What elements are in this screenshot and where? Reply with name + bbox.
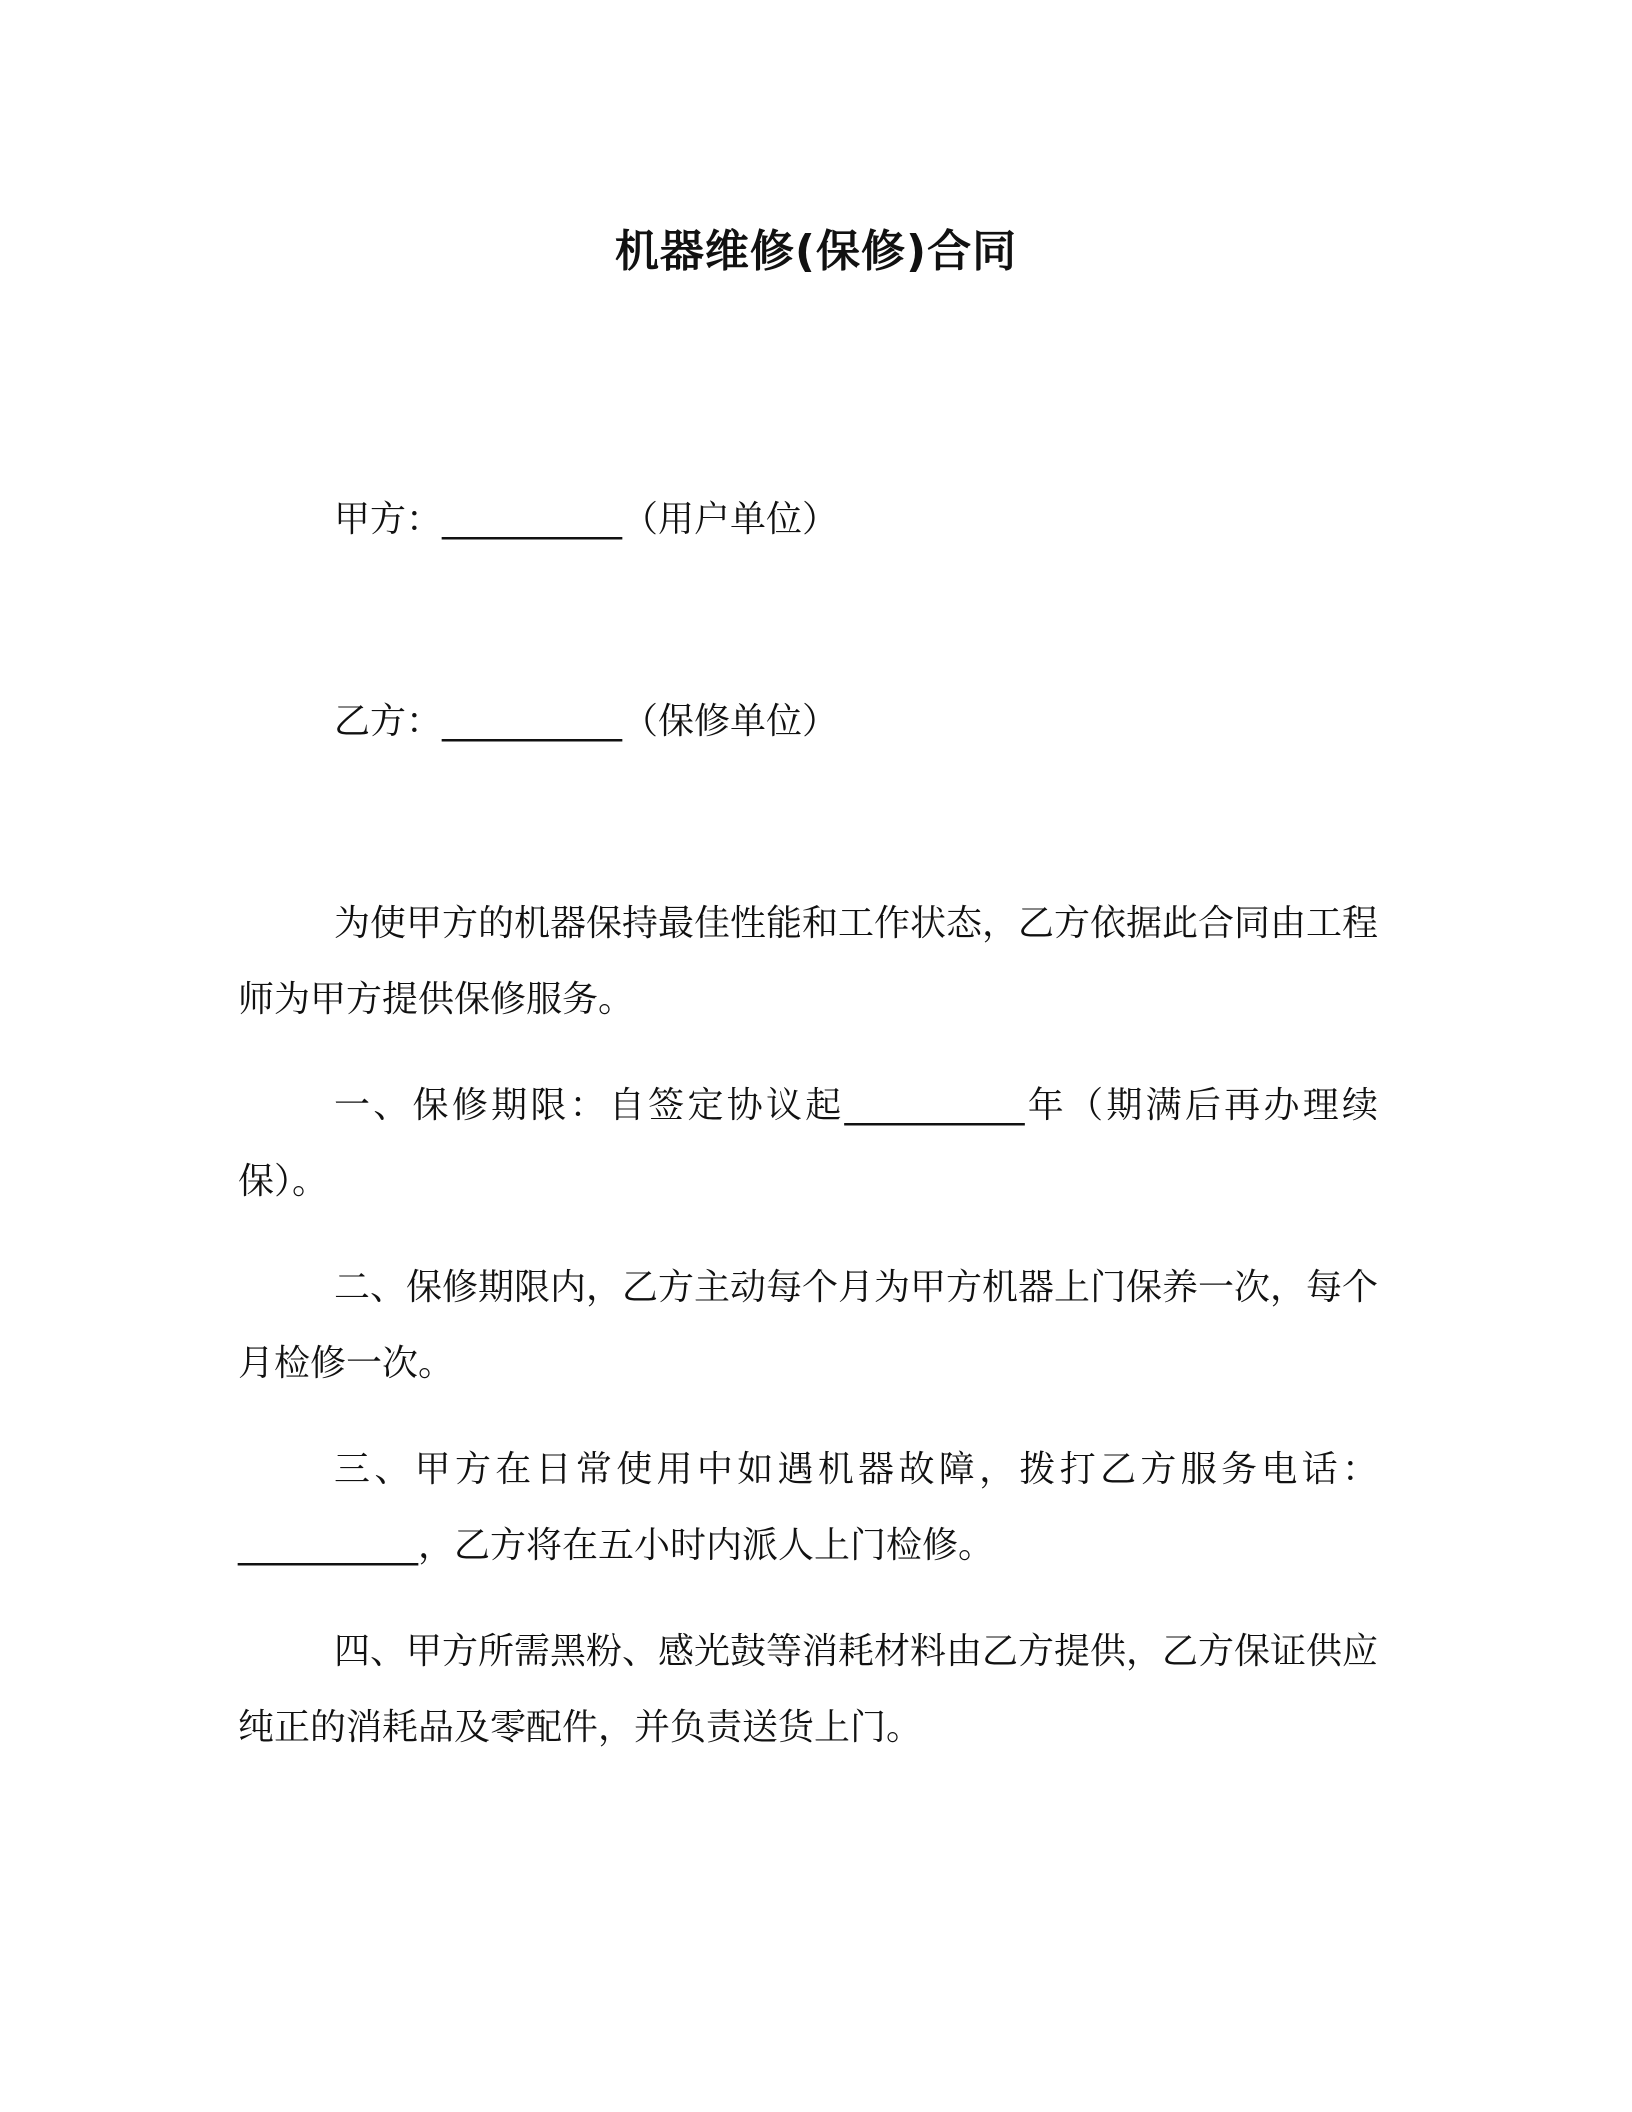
- clause-2-paragraph: 二、保修期限内，乙方主动每个月为甲方机器上门保养一次，每个月检修一次。: [238, 1267, 1379, 1384]
- clause-4-paragraph: 四、甲方所需黑粉、感光鼓等消耗材料由乙方提供，乙方保证供应纯正的消耗品及零配件，并负责送货上门。: [238, 1631, 1379, 1748]
- document-title: 机器维修(保修)合同: [614, 226, 1018, 277]
- intro-paragraph: 为使甲方的机器保持最佳性能和工作状态，乙方依据此合同由工程师为甲方提供保修服务。: [238, 903, 1379, 1020]
- party-a-line: 甲方：__________（用户单位）: [334, 499, 839, 540]
- clause-1-paragraph: 一、保修期限：自签定协议起__________年（期满后再办理续保）。: [238, 1085, 1378, 1202]
- party-b-line: 乙方：__________（保修单位）: [334, 701, 839, 742]
- clause-3-paragraph: 三、甲方在日常使用中如遇机器故障，拨打乙方服务电话：__________，乙方将在五小时内派人上门检修。: [238, 1449, 1378, 1566]
